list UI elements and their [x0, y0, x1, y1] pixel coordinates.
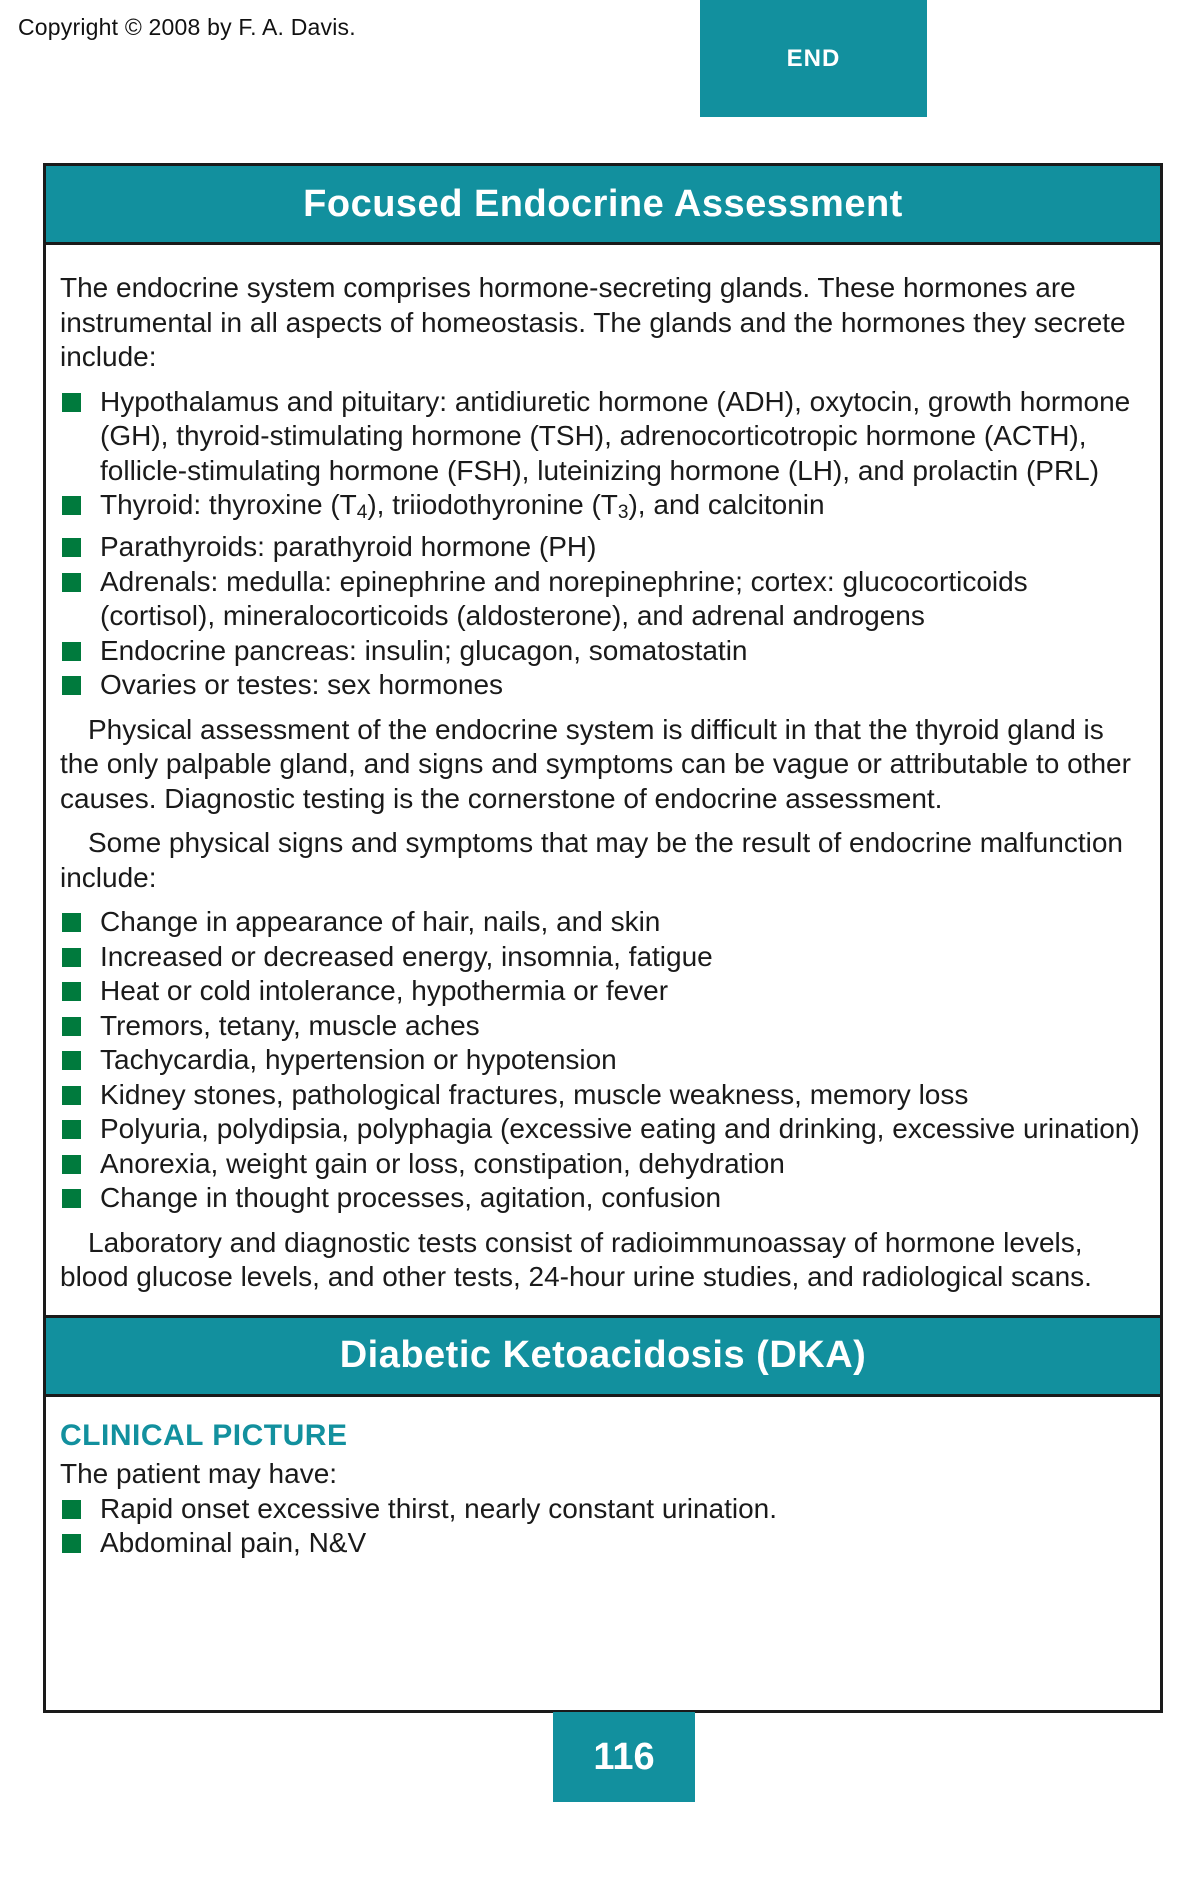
list-item: Change in thought processes, agitation, confusion	[60, 1181, 1146, 1216]
section-tab: END	[700, 0, 927, 117]
dka-list	[60, 1492, 1146, 1561]
endocrine-section-title: Focused Endocrine Assessment	[46, 166, 1160, 245]
dka-section	[46, 1397, 1160, 1581]
list-item: Endocrine pancreas: insulin; glucagon, somatostatin	[60, 634, 1146, 669]
list-item: Rapid onset excessive thirst, nearly constant urination.	[60, 1492, 1146, 1527]
list-item: Kidney stones, pathological fractures, muscle weakness, memory loss	[60, 1078, 1146, 1113]
list-item: Parathyroids: parathyroid hormone (PH)	[60, 530, 1146, 565]
copyright-notice: Copyright © 2008 by F. A. Davis.	[18, 14, 356, 40]
list-item: Change in appearance of hair, nails, and skin	[60, 905, 1146, 940]
page-number: 116	[553, 1712, 695, 1802]
lab-tests-paragraph: Laboratory and diagnostic tests consist of radioimmunoassay of hormone levels, blood glucose levels, and other tests, 24-hour urine studies, and radiological scans.	[60, 1226, 1092, 1293]
signs-list	[60, 905, 1146, 1216]
intro-paragraph: The endocrine system comprises hormone-secreting glands. These hormones are instrumental in all aspects of homeostasis. The glands and the hormones they secrete include:	[60, 272, 1126, 372]
list-item: Increased or decreased energy, insomnia, fatigue	[60, 940, 1146, 975]
glands-list	[60, 385, 1146, 703]
list-item: Tremors, tetany, muscle aches	[60, 1009, 1146, 1044]
content-card	[43, 163, 1163, 1713]
clinical-picture-heading: CLINICAL PICTURE	[60, 1418, 348, 1452]
list-item: Anorexia, weight gain or loss, constipation, dehydration	[60, 1147, 1146, 1182]
signs-intro-paragraph: Some physical signs and symptoms that may be the result of endocrine malfunction include:	[60, 827, 1123, 893]
list-item: Heat or cold intolerance, hypothermia or fever	[60, 974, 1146, 1009]
endocrine-section	[46, 245, 1160, 1315]
list-item: Tachycardia, hypertension or hypotension	[60, 1043, 1146, 1078]
list-item: Thyroid: thyroxine $(T_4)$, triiodothyronine $(T_3)$, and calcitonin	[60, 488, 1146, 530]
list-item: Adrenals: medulla: epinephrine and norepinephrine; cortex: glucocorticoids (cortisol), mineralocorticoids (aldosterone), and adrenal androgens	[60, 565, 1146, 634]
list-item: Abdominal pain, N&V	[60, 1526, 1146, 1561]
dka-lead: The patient may have:	[60, 1458, 338, 1490]
list-item: Polyuria, polydipsia, polyphagia (excessive eating and drinking, excessive urination)	[60, 1112, 1146, 1147]
list-item: Ovaries or testes: sex hormones	[60, 668, 1146, 703]
physical-assessment-paragraph: Physical assessment of the endocrine system is difficult in that the thyroid gland is the only palpable gland, and signs and symptoms can be vague or attributable to other causes. Diagnostic testing is the cornerstone of endocrine assessment.	[60, 713, 1131, 814]
dka-section-title: Diabetic Ketoacidosis (DKA)	[46, 1315, 1160, 1397]
list-item: Hypothalamus and pituitary: antidiuretic hormone (ADH), oxytocin, growth hormone (GH), thyroid-stimulating hormone (TSH), adrenocorticotropic hormone (ACTH), follicle-stimulating hormone (FSH), luteinizing hormone (LH), and prolactin (PRL)	[60, 385, 1146, 489]
